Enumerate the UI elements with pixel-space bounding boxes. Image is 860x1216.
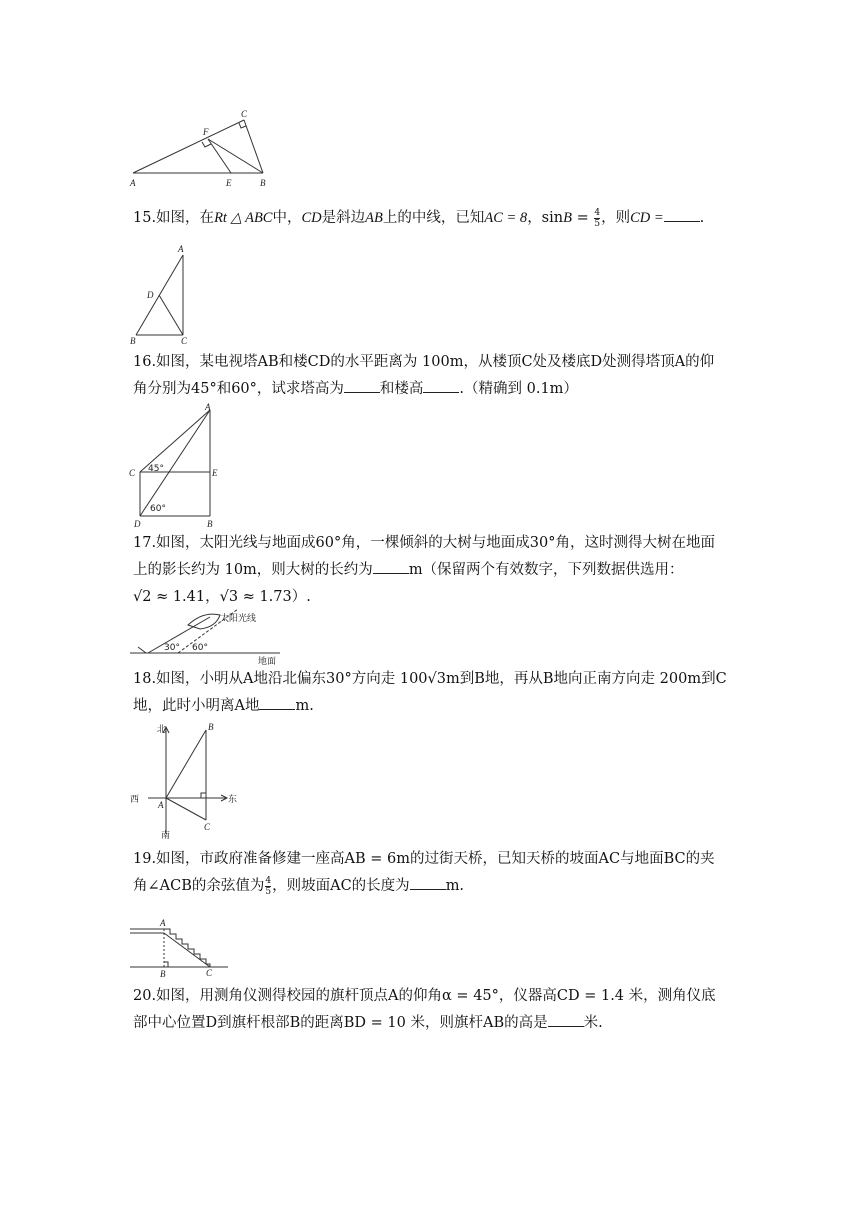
- angle-45: 45°: [148, 464, 164, 474]
- label-C: C: [241, 109, 248, 119]
- label-C: C: [181, 336, 188, 346]
- label-B: B: [130, 336, 136, 346]
- ground-label: 地面: [258, 657, 277, 667]
- sun-label: 太阳光线: [220, 614, 257, 624]
- angle-30: 30°: [164, 643, 180, 653]
- answer-blank: [259, 696, 295, 710]
- answer-blank: [410, 876, 446, 890]
- answer-blank-building: [423, 379, 459, 393]
- label-D: D: [147, 290, 154, 300]
- label-C: C: [129, 468, 136, 478]
- label-B: B: [260, 178, 266, 188]
- figure-14: [128, 108, 278, 190]
- question-16: 16.如图，某电视塔AB和楼CD的水平距离为 100m，从楼顶C处及楼底D处测得塔顶A的仰 角分别为45°和60°，试求塔高为 和楼高 .（精确到 0.1m）: [133, 354, 715, 397]
- angle-60: 60°: [192, 643, 208, 653]
- label-D: D: [134, 519, 141, 528]
- fraction-4-5: $\frac{4}{5}$: [594, 207, 601, 229]
- label-A: A: [160, 918, 166, 928]
- label-B: B: [208, 722, 214, 732]
- angle-60: 60°: [150, 504, 166, 514]
- question-17: 17.如图，太阳光线与地面成60°角，一棵倾斜的大树与地面成30°角，这时测得大树在地面 上的影长约为 10m，则大树的长约为 m（保留两个有效数字，下列数据供选用： √2 ≈ 1.41，√3 ≈ 1.73）.: [133, 535, 715, 605]
- label-E: E: [226, 178, 232, 188]
- figure-19: [128, 917, 233, 979]
- label-C: C: [204, 822, 211, 832]
- label-A: A: [178, 244, 184, 254]
- question-19: 19.如图，市政府准备修建一座高AB = 6m的过街天桥，已知天桥的坡面AC与地面BC的夹 角∠ACB的余弦值为 $\frac{4}{5}$ ，则坡面AC的长度为 m.: [133, 851, 715, 897]
- label-A: A: [205, 402, 211, 412]
- north-label: 北: [157, 725, 167, 735]
- answer-blank: [548, 1013, 584, 1027]
- question-15: 15.如图，在Rt △ ABC中，CD是斜边AB上的中线，已知AC = 8，sinB = $\frac{4}{5}$ ，则CD = .: [133, 207, 705, 229]
- west-label: 西: [130, 795, 140, 805]
- figure-15: [128, 243, 198, 348]
- fraction-4-5: $\frac{4}{5}$: [265, 875, 272, 897]
- figure-16: [128, 398, 228, 528]
- label-A: A: [130, 178, 136, 188]
- label-B: B: [207, 519, 213, 528]
- east-label: 东: [228, 795, 238, 805]
- label-F: F: [203, 127, 209, 137]
- answer-blank-tower: [344, 379, 380, 393]
- answer-blank: [373, 560, 409, 574]
- figure-18: [128, 716, 243, 841]
- label-A: A: [158, 800, 164, 810]
- label-E: E: [212, 468, 218, 478]
- label-C: C: [206, 968, 213, 978]
- figure-17: [128, 605, 288, 667]
- label-B: B: [160, 969, 166, 979]
- question-18: 18.如图，小明从A地沿北偏东30°方向走 100√3m到B地，再从B地向正南方向走 200m到C 地，此时小明离A地 m.: [133, 671, 727, 714]
- question-20: 20.如图，用测角仪测得校园的旗杆顶点A的仰角α = 45°，仪器高CD = 1.4 米，测角仪底 部中心位置D到旗杆根部B的距离BD = 10 米，则旗杆AB的高是 米.: [133, 988, 716, 1031]
- south-label: 南: [161, 831, 171, 841]
- answer-blank: [664, 208, 700, 222]
